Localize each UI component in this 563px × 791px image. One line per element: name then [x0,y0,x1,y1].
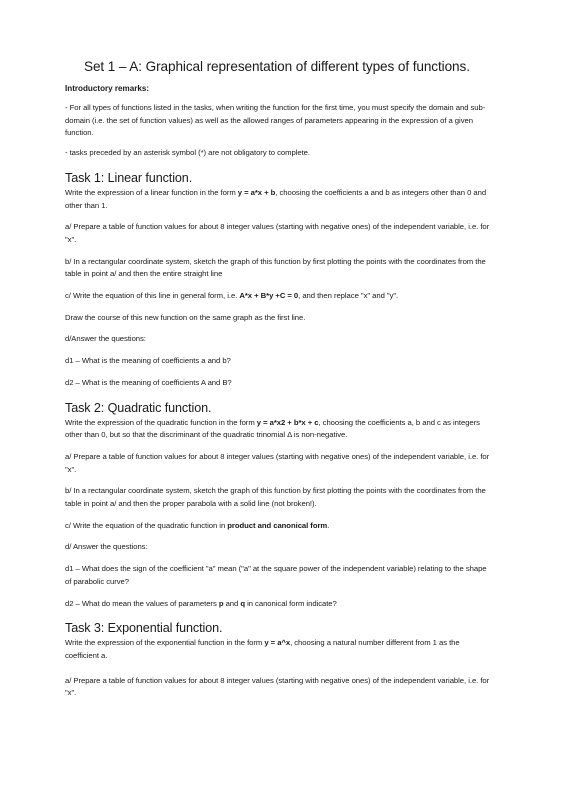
intro-paragraph-1: - For all types of functions listed in the tasks, when writing the function for the first time, you must specify the domain and sub-domain (i.e. the set of function values) as well as the allowed ranges of parameters appearing in the expression of a given function. [65,103,486,138]
task1-point-c-2: Draw the course of this new function on the same graph as the first line. [65,312,306,322]
document-title: Set 1 – A: Graphical representation of different types of functions. [84,59,470,74]
task2-param-q: q [240,598,245,608]
task2-question-d2 [65,598,491,611]
task2-point-c [65,520,491,533]
task2-point-d: d/ Answer the questions: [65,542,148,552]
task3-intro-text: Write the expression of the exponential function in the form [65,638,265,648]
task1-general-form: A*x + B*y +C = 0 [239,291,299,301]
task1-point-c [65,290,491,303]
task2-question-d2-text-end: in canonical form indicate? [245,598,337,608]
task2-point-a: a/ Prepare a table of function values for about 8 integer values (starting with negative ones) of the independent variable, i.e. for "x". [65,451,490,474]
task2-param-p: p [218,598,224,608]
task3-title: Task 3: Exponential function. [65,621,223,636]
task1-point-c-text-end: , and then replace "x" and "y". [298,291,399,301]
task1-point-d: d/Answer the questions: [65,334,146,344]
task1-question-d2: d2 – What is the meaning of coefficients A and B? [65,377,232,387]
task1-point-a: a/ Prepare a table of function values for about 8 integer values (starting with negative ones) of the independent variable, i.e. for "x". [65,222,490,244]
task2-intro-text: Write the expression of the quadratic function in the form [65,417,257,427]
intro-paragraph-2: - tasks preceded by an asterisk symbol (*) are not obligatory to complete. [65,148,310,158]
task2-formula: y = a*x2 + b*x + c [256,417,319,427]
task2-point-c-text: c/ Write the equation of the quadratic function in [65,520,228,530]
task2-point-b: b/ In a rectangular coordinate system, sketch the graph of this function by first plotting the points with the coordinates from the table in point a/ and then the proper parabola with a solid line (not broken!). [65,486,486,509]
task1-intro [65,187,491,212]
task2-intro [65,417,491,442]
task3-intro [65,637,491,662]
intro-heading: Introductory remarks: [65,84,150,93]
task1-question-d1: d1 – What is the meaning of coefficients a and b? [65,356,231,366]
task3-formula: y = a^x [264,638,291,648]
task1-formula: y = a*x + b [237,187,276,197]
task2-question-d1: d1 – What does the sign of the coefficient "a" mean ("a" at the square power of the independent variable) relating to the shape of parabolic curve? [65,564,487,586]
task1-title: Task 1: Linear function. [65,170,193,185]
task2-title: Task 2: Quadratic function. [65,400,212,415]
task2-question-d2-and: and [223,598,241,608]
task1-point-b: b/ In a rectangular coordinate system, sketch the graph of this function by first plotting the points with the coordinates from the table in point a/ and then the entire straight line [65,256,486,279]
task2-forms: product and canonical form [227,520,328,530]
task3-point-a: a/ Prepare a table of function values for about 8 integer values (starting with negative ones) of the independent variable, i.e. for "x". [65,675,490,698]
task3-intro-text-end: , choosing a natural number different from 1 as the coefficient a. [65,638,460,660]
task2-question-d2-text: d2 – What do mean the values of parameters [65,598,219,608]
task2-point-c-text-end: . [327,520,330,530]
task1-intro-text-end: , choosing the coefficients a and b as integers other than 0 and other than 1. [65,187,487,210]
task2-intro-text-end: , choosing the coefficients a, b and c as integers other than 0, but so that the discriminant of the quadratic trinomial Δ is non-negative. [65,417,480,440]
task1-point-c-text: c/ Write the equation of this line in general form, i.e. [65,291,240,301]
task1-intro-text: Write the expression of a linear function in the form [65,187,238,197]
